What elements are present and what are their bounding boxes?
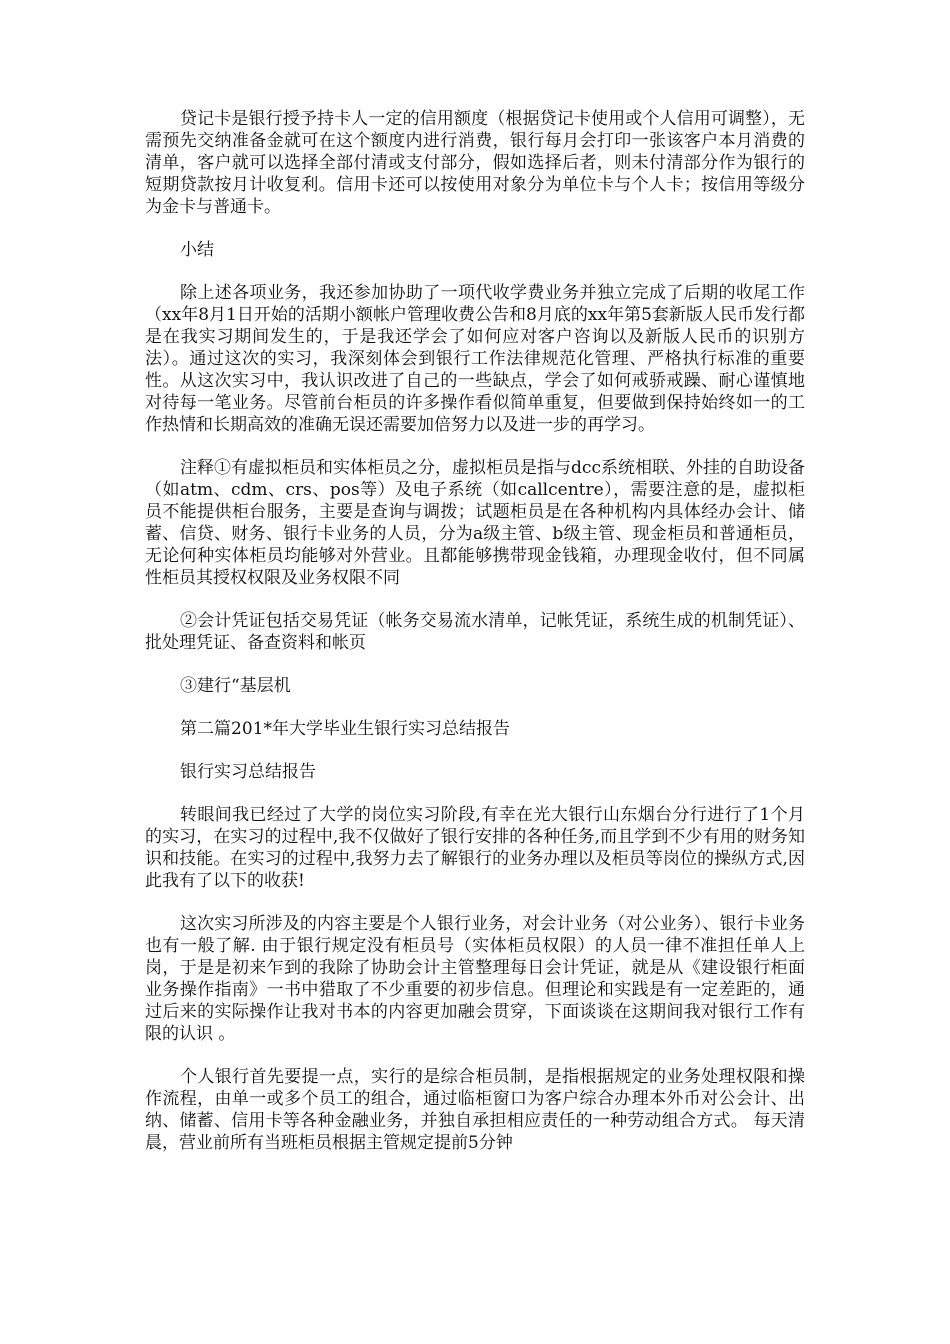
paragraph-note-1: 注释①有虚拟柜员和实体柜员之分，虚拟柜员是指与dcc系统相联、外挂的自助设备（如atm、cdm、crs、pos等）及电子系统（如callcentre），需要注意的是，虚拟柜员不能提供柜台服务，主要是查询与调拨；试题柜员是在各种机构内具体经办会计、储蓄、信贷、财务、银行卡业务的人员，分为a级主管、b级主管、现金柜员和普通柜员，无论何种实体柜员均能够对外营业。且都能够携带现金钱箱，办理现金收付，但不同属性柜员其授权权限及业务权限不同 — [145, 458, 805, 588]
paragraph-note-2: ②会计凭证包括交易凭证（帐务交易流水清单，记帐凭证，系统生成的机制凭证）、批处理凭证、备查资料和帐页 — [145, 611, 805, 653]
paragraph-intro: 转眼间我已经过了大学的岗位实习阶段,有幸在光大银行山东烟台分行进行了1个月的实习，在实习的过程中,我不仅做好了银行安排的各种任务,而且学到不少有用的财务知识和技能。在实习的过程中,我努力去了解银行的业务办理以及柜员等岗位的操纵方式,因此我有了以下的收获! — [145, 805, 805, 891]
paragraph-personal-banking: 个人银行首先要提一点，实行的是综合柜员制，是指根据规定的业务处理权限和操作流程，由单一或多个员工的组合，通过临柜窗口为客户综合办理本外币对公会计、出纳、储蓄、信用卡等各种金融业务，并独自承担相应责任的一种劳动组合方式。 每天清晨，营业前所有当班柜员根据主管规定提前5分钟 — [145, 1067, 805, 1153]
paragraph-credit-card: 贷记卡是银行授予持卡人一定的信用额度（根据贷记卡使用或个人信用可调整），无需预先交纳准备金就可在这个额度内进行消费，银行每月会打印一张该客户本月消费的清单，客户就可以选择全部付清或支付部分，假如选择后者，则未付清部分作为银行的短期贷款按月计收复利。信用卡还可以按使用对象分为单位卡与个人卡；按信用等级分为金卡与普通卡。 — [145, 109, 805, 217]
heading-summary: 小结 — [180, 240, 214, 260]
paragraph-summary-body: 除上述各项业务，我还参加协助了一项代收学费业务并独立完成了后期的收尾工作（xx年8月1日开始的活期小额帐户管理收费公告和8月底的xx年第5套新版人民币发行都是在我实习期间发生的，于是我还学会了如何应对客户咨询以及新版人民币的识别方法）。通过这次的实习，我深刻体会到银行工作法律规范化管理、严格执行标准的重要性。从这次实习中，我认识改进了自己的一些缺点，学会了如何戒骄戒躁、耐心谨慎地对待每一笔业务。尽管前台柜员的许多操作看似简单重复，但要做到保持始终如一的工作热情和长期高效的准确无误还需要加倍努力以及进一步的再学习。 — [145, 283, 805, 435]
paragraph-note-3: ③建行“基层机 — [180, 676, 291, 696]
paragraph-content: 这次实习所涉及的内容主要是个人银行业务，对会计业务（对公业务）、银行卡业务也有一般了解. 由于银行规定没有柜员号（实体柜员权限）的人员一律不准担任单人上岗，于是是初来乍到的我除了协助会计主管整理每日会计凭证，就是从《建设银行柜面业务操作指南》一书中猎取了不少重要的初步信息。但理论和实践是有一定差距的，通过后来的实际操作让我对书本的内容更加融会贯穿，下面谈谈在这期间我对银行工作有限的认识 。 — [145, 914, 805, 1044]
heading-report-title: 银行实习总结报告 — [180, 762, 316, 782]
document-page — [145, 108, 805, 1175]
heading-second-article: 第二篇201*年大学毕业生银行实习总结报告 — [180, 719, 510, 739]
